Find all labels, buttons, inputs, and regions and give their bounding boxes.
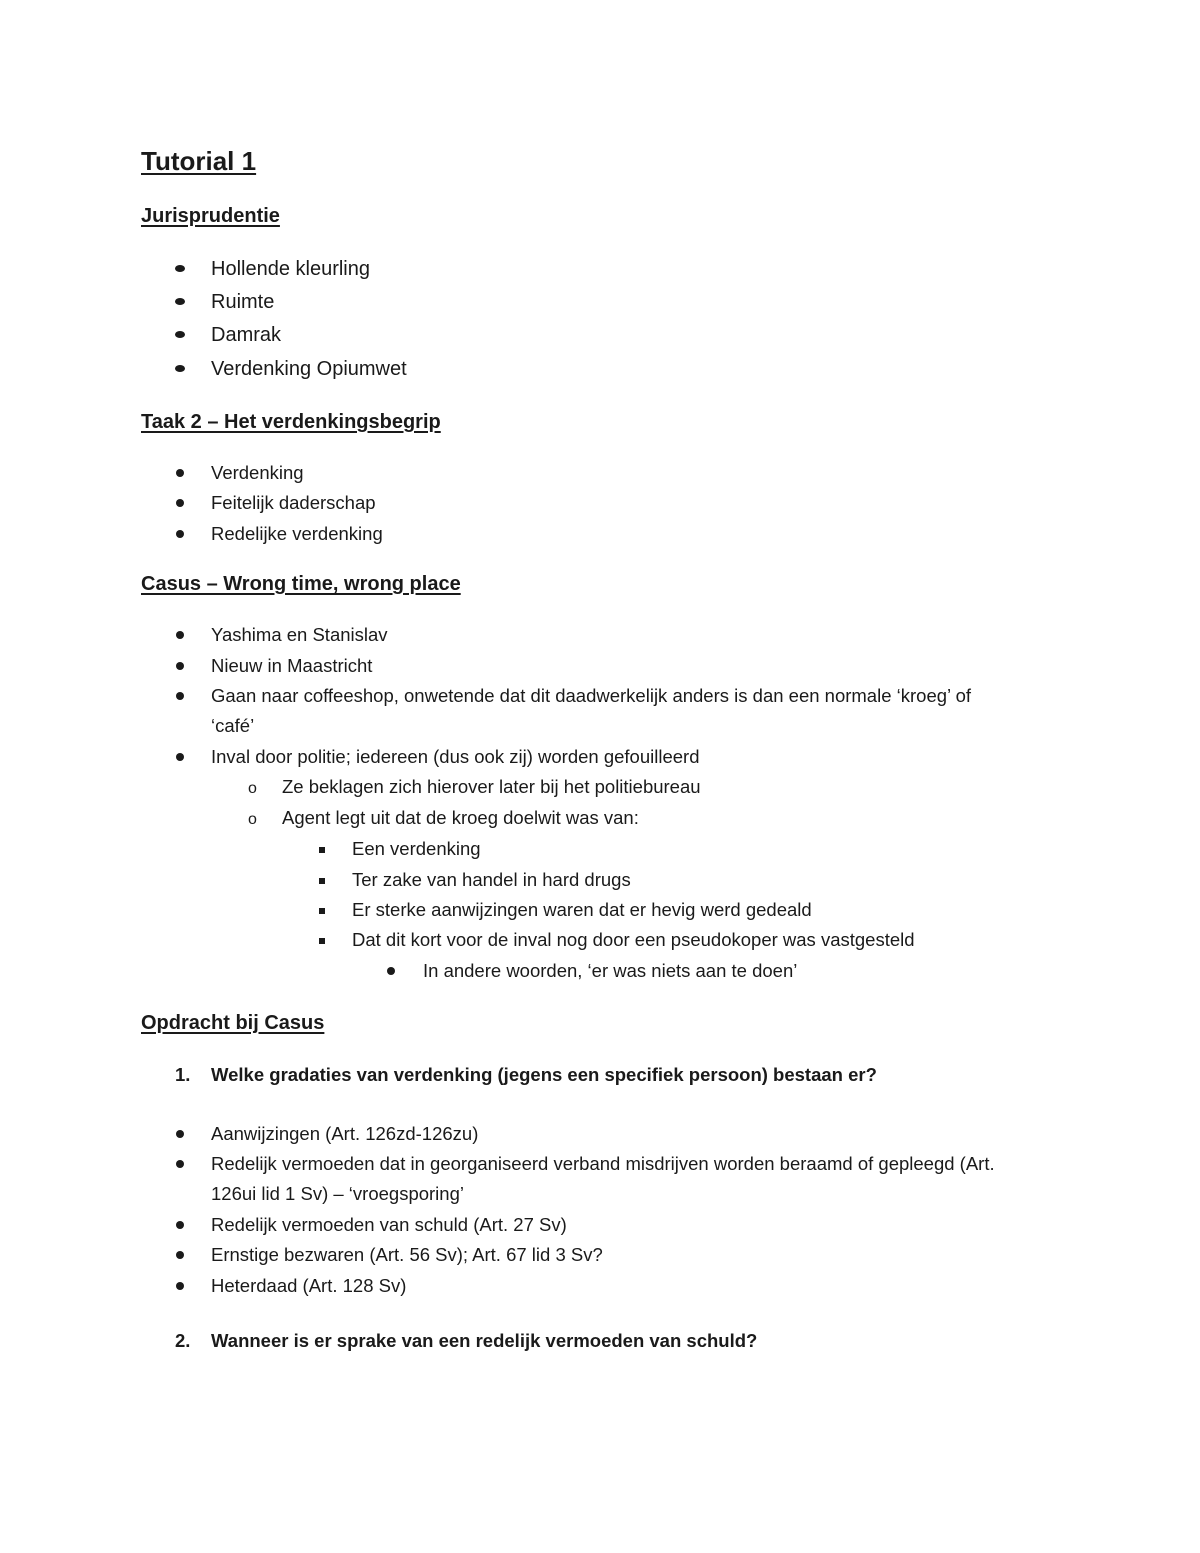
sub-list-item: Ze beklagen zich hierover later bij het politiebureau <box>282 776 701 797</box>
question-number: 2. <box>175 1330 191 1351</box>
square-bullet-icon <box>319 938 325 944</box>
list-item: Heterdaad (Art. 128 Sv) <box>211 1275 407 1296</box>
level4-list-item: In andere woorden, ‘er was niets aan te doen’ <box>423 960 798 981</box>
page-title: Tutorial 1 <box>141 146 257 176</box>
section-heading-taak2: Taak 2 – Het verdenkingsbegrip <box>141 411 441 433</box>
bullet-icon <box>176 1160 184 1168</box>
bullet-icon <box>176 499 184 507</box>
circle-bullet-icon: o <box>248 811 257 828</box>
list-item: Ernstige bezwaren (Art. 56 Sv); Art. 67 lid 3 Sv? <box>211 1244 603 1265</box>
list-item: Redelijke verdenking <box>211 523 383 544</box>
section-heading-opdracht: Opdracht bij Casus <box>141 1012 325 1034</box>
bullet-icon <box>176 1282 184 1290</box>
list-item: Damrak <box>211 324 282 346</box>
square-bullet-icon <box>319 847 325 853</box>
bullet-icon <box>175 265 185 272</box>
list-item: Redelijk vermoeden van schuld (Art. 27 Sv) <box>211 1214 567 1235</box>
section-heading-jurisprudentie: Jurisprudentie <box>141 205 280 227</box>
circle-bullet-icon: o <box>248 780 257 797</box>
square-bullet-icon <box>319 908 325 914</box>
list-item: Verdenking <box>211 462 304 483</box>
bullet-icon <box>176 631 184 639</box>
list-item: Feitelijk daderschap <box>211 492 376 513</box>
bullet-icon <box>176 1130 184 1138</box>
bullet-icon <box>176 753 184 761</box>
bullet-icon <box>176 1221 184 1229</box>
list-item-continuation: 126ui lid 1 Sv) – ‘vroegsporing’ <box>211 1183 464 1204</box>
question-2: Wanneer is er sprake van een redelijk vermoeden van schuld? <box>211 1330 758 1351</box>
bullet-icon <box>176 530 184 538</box>
bullet-icon <box>176 692 184 700</box>
bullet-icon <box>176 662 184 670</box>
list-item: Verdenking Opiumwet <box>211 358 407 380</box>
sub-list-item: Agent legt uit dat de kroeg doelwit was van: <box>282 807 639 828</box>
bullet-icon <box>175 365 185 372</box>
bullet-icon <box>387 967 395 975</box>
list-item: Gaan naar coffeeshop, onwetende dat dit daadwerkelijk anders is dan een normale ‘kroeg’ of <box>211 685 972 706</box>
bullet-icon <box>176 469 184 477</box>
list-item: Hollende kleurling <box>211 258 370 280</box>
list-item: Nieuw in Maastricht <box>211 655 373 676</box>
list-item: Aanwijzingen (Art. 126zd-126zu) <box>211 1123 479 1144</box>
sub-sub-list-item: Ter zake van handel in hard drugs <box>352 869 631 890</box>
question-1: Welke gradaties van verdenking (jegens een specifiek persoon) bestaan er? <box>211 1064 877 1085</box>
list-item: Inval door politie; iedereen (dus ook zij) worden gefouilleerd <box>211 746 700 767</box>
bullet-icon <box>176 1251 184 1259</box>
list-item: Ruimte <box>211 291 275 313</box>
square-bullet-icon <box>319 878 325 884</box>
list-item: Yashima en Stanislav <box>211 624 388 645</box>
bullet-icon <box>175 331 185 338</box>
sub-sub-list-item: Een verdenking <box>352 838 481 859</box>
list-item-continuation: ‘café’ <box>211 715 255 736</box>
sub-sub-list-item: Er sterke aanwijzingen waren dat er hevig werd gedeald <box>352 899 812 920</box>
section-heading-casus: Casus – Wrong time, wrong place <box>141 573 461 595</box>
sub-sub-list-item: Dat dit kort voor de inval nog door een pseudokoper was vastgesteld <box>352 929 915 950</box>
bullet-icon <box>175 298 185 305</box>
question-number: 1. <box>175 1064 191 1085</box>
list-item: Redelijk vermoeden dat in georganiseerd verband misdrijven worden beraamd of gepleegd (Art. <box>211 1153 995 1174</box>
